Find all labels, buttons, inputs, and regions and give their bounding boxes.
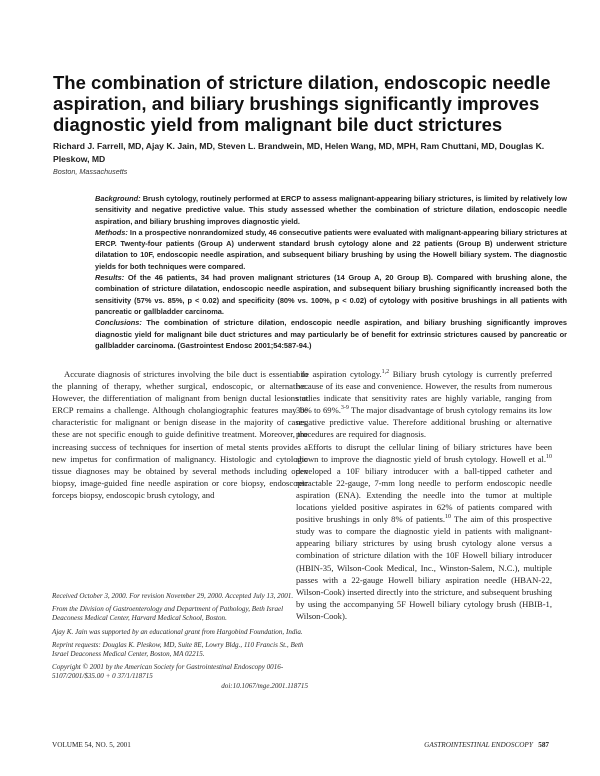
journal-name: GASTROINTESTINAL ENDOSCOPY: [424, 741, 533, 749]
author-list: Richard J. Farrell, MD, Ajay K. Jain, MD, Steven L. Brandwein, MD, Helen Wang, MD, MPH, Ram Chuttani, MD, Douglas K. Pleskow, MD: [53, 141, 545, 164]
background-label: Background:: [95, 194, 141, 203]
methods-label: Methods:: [95, 227, 128, 237]
text-run: bile aspiration cytology.: [296, 369, 382, 379]
intro-paragraph-1: Accurate diagnosis of strictures involving the bile duct is essential to the planning of therapy, whether surgical, endoscopic, or alternative. However, the differentiation of malignant from benign ductal lesions at ERCP remains a challenge. Although cholangiographic features may be characteristic for malignant or benign disease in the majority of cases, these are not specific enough to guide definitive treatment. Moreover, the increasing success of techniques for insertion of metal stents provides a new impetus for confirmation of malignancy. Histologic and cytologic tissue diagnoses may be obtained by several methods including open biopsy, image-guided fine needle aspiration or core biopsy, endoscopic forceps biopsy, endoscopic brush cytology, and: [52, 369, 308, 500]
body-column-right: [296, 368, 552, 622]
results-label: Results:: [95, 273, 125, 283]
abstract-background: [95, 193, 567, 227]
text-run: The major disadvantage of brush cytology remains its low negative predictive value. Therefore additional brushing or alternative procedures are required for diagnosis.: [296, 405, 552, 440]
intro-paragraph-1-cont: [296, 368, 552, 441]
conclusions-text: The combination of stricture dilation, endoscopic needle aspiration, and biliary brushing significantly improves diagnostic yield for malignant bile duct strictures and may particularly be of benefit for extrinsic strictures caused by pancreatic or gallbladder carcinoma. (Gastrointest Endosc 2001;54:587-94.): [95, 318, 567, 350]
methods-text: In a prospective nonrandomized study, 46 consecutive patients were evaluated with malignant-appearing biliary strictures at ERCP. Twenty-four patients (Group A) underwent standard brush cytology alone and 22 patients (Group B) underwent stricture dilatation to 10F, endoscopic needle aspiration, and subsequent biliary brushing by using the Howell biliary system. The diagnostic yields for both techniques were compared.: [95, 227, 567, 271]
background-text: Brush cytology, routinely performed at ERCP to assess malignant-appearing biliary strictures, is limited by relatively low sensitivity and negative predictive value. This study assessed whether the combination of stricture dilation, endoscopic needle aspiration, and biliary brushing improves diagnostic yield.: [95, 194, 567, 226]
body-column-left: [52, 368, 308, 501]
article-title: The combination of stricture dilation, endoscopic needle aspiration, and biliary brushings significantly improves diagnostic yield from malignant bile duct strictures: [53, 72, 551, 135]
abstract-methods: [95, 227, 567, 272]
page-footer: [52, 741, 549, 753]
abstract: [95, 193, 567, 351]
affiliation-note: From the Division of Gastroenterology and Department of Pathology, Beth Israel Deaconess Medical Center, Harvard Medical School, Boston.: [52, 605, 284, 623]
conclusions-label: Conclusions:: [95, 318, 142, 328]
volume-info: VOLUME 54, NO. 5, 2001: [52, 741, 131, 749]
author-location: Boston, Massachusetts: [53, 167, 128, 176]
citation: 10: [444, 514, 451, 521]
doi-note: doi:10.1067/mge.2001.118715: [221, 681, 308, 690]
abstract-conclusions: [95, 317, 567, 351]
citation: 10: [546, 453, 552, 460]
text-run: Efforts to disrupt the cellular lining of biliary strictures have been shown to improve the diagnostic yield of brush cytology. Howell et al.: [296, 441, 552, 464]
text-run: Biliary brush cytology is currently preferred because of its ease and convenience. However, the results from numerous studies indicate that sensitivity rates are highly variable, ranging from 30% to 69%.: [296, 369, 552, 416]
text-run: developed a 10F biliary introducer with a ball-tipped catheter and retractable 22-gauge, 7-mm long needle to perform endoscopic needle aspiration (ENA). Extending the needle into the tumor at multiple locations yielded positive aspirates in 62% of patients compared with positive brushings in only 8% of patients.: [296, 465, 552, 525]
support-note: Ajay K. Jain was supported by an educational grant from Hargobind Foundation, India.: [52, 627, 303, 636]
journal-page: [424, 741, 549, 749]
reprint-note: Reprint requests: Douglas K. Pleskow, MD, Suite 8E, Lowry Bldg., 110 Francis St., Beth Israel Deaconess Medical Center, Boston, MA 02215.: [52, 640, 304, 659]
results-text: Of the 46 patients, 34 had proven malignant strictures (14 Group A, 20 Group B). Compared with brushing alone, the combination of stricture dilatation, endoscopic needle aspiration, and subsequent biliary brushing significantly increased both the sensitivity (57% vs. 85%, p < 0.02) and specificity (80% vs. 100%, p < 0.02) of cytology with positive brushings in all patients with pancreatic or gallbladder carcinoma.: [95, 273, 567, 316]
citation: 3-9: [340, 405, 349, 412]
page-number: 587: [538, 741, 549, 749]
copyright-note: Copyright © 2001 by the American Society for Gastrointestinal Endoscopy 0016-5107/2001/$35.00 + 0 37/1/118715: [52, 663, 284, 681]
received-note: Received October 3, 2000. For revision November 29, 2000. Accepted July 13, 2001.: [52, 592, 294, 600]
abstract-results: [95, 272, 567, 317]
article-notes: [52, 592, 308, 691]
citation: 1,2: [381, 369, 390, 376]
intro-paragraph-2: [296, 441, 552, 622]
text-run: The aim of this prospective study was to compare the diagnostic yield in patients with malignant-appearing biliary strictures by using brush cytology alone versus a combination of stricture dilation with the 10F Howell biliary introducer (HBIN-35, Wilson-Cook Medical, Inc., Winston-Salem, N.C.), multiple passes with a 22-gauge Howell biliary aspiration needle (HBAN-22, Wilson-Cook) inserted directly into the stricture, and subsequent brushing by using the accompanying 5F Howell biliary cytology brush (HBIB-1, Wilson-Cook).: [296, 514, 552, 621]
